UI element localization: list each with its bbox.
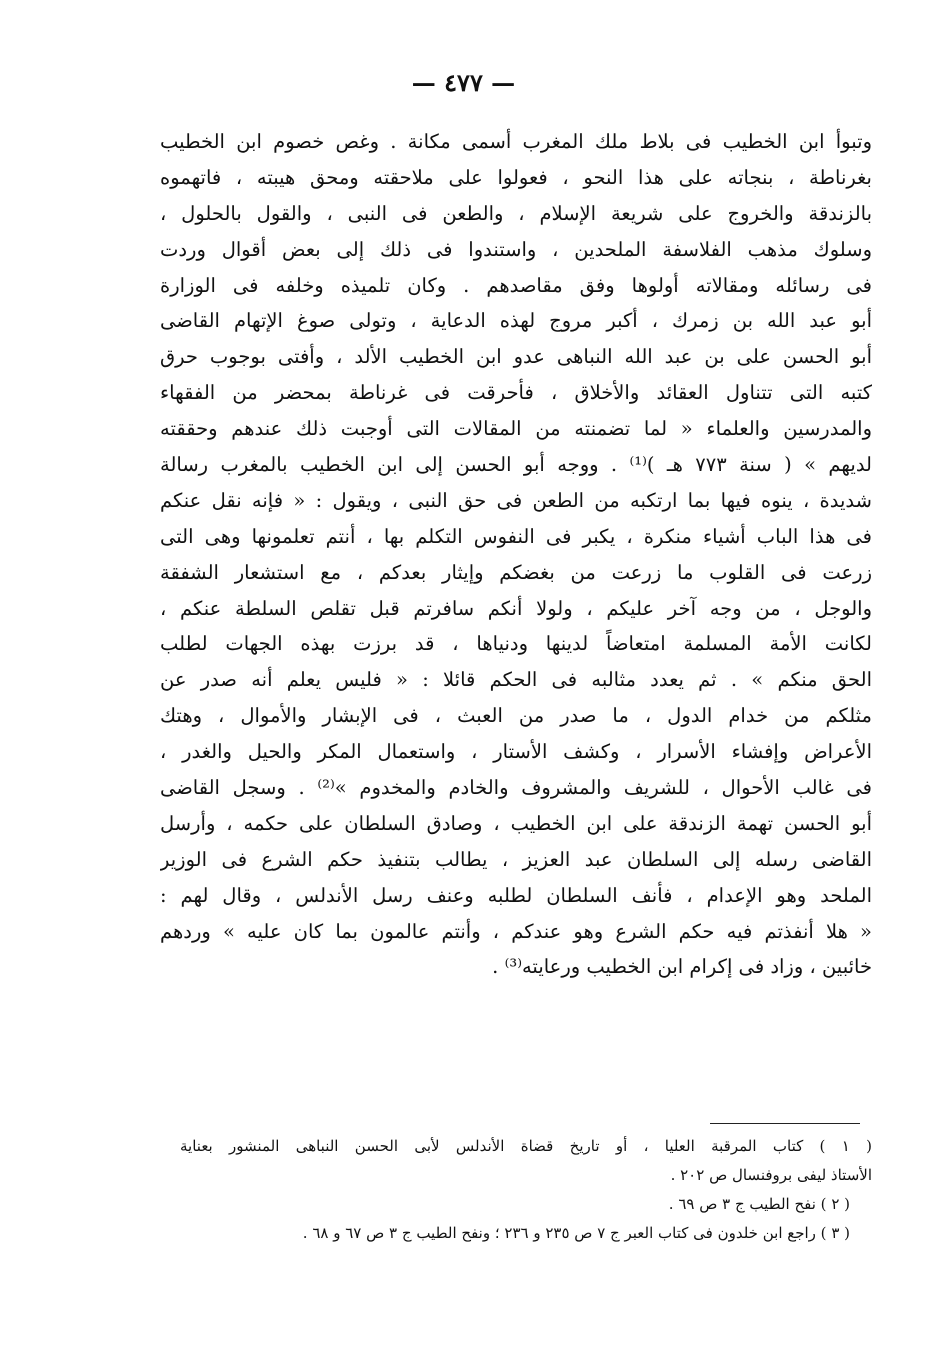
text-line: فى هذا الباب أشياء منكرة ، يكبر فى النفوس التكلم بها ، أنتم تعلمونها وهى التى — [160, 524, 872, 548]
text-line: لديهم » ( سنة ٧٧٣ هـ )⁽¹⁾ . ووجه أبو الحسن إلى ابن الخطيب بالمغرب رسالة — [160, 453, 872, 477]
text-line: الحق منكم » . ثم يعدد مثالبه فى الحكم قائلا : « فليس يعلم أنه صدر عن — [160, 668, 872, 692]
text-line: وسلوك مذهب الفلاسفة الملحدين ، واستندوا فى ذلك إلى بعض أقوال وردت — [160, 237, 872, 261]
footnote-line: ( ٢ ) نفح الطيب ج ٣ ص ٦٩ . — [668, 1195, 850, 1213]
text-line: أبو الحسن على بن عبد الله النباهى عدو ابن الخطيب الألد ، وأفتى بوجوب حرق — [160, 345, 872, 369]
footnotes — [180, 1132, 872, 1248]
footnote-divider — [710, 1123, 860, 1124]
text-line: فى رسائله ومقالاته أولوها وفق مقاصدهم . وكان تلميذه وخلفه فى الوزارة — [160, 273, 872, 297]
text-line: شديدة ، ينوه فيها بما ارتكبه من الطعن فى حق النبى ، ويقول : « فإنه نقل عنكم — [160, 488, 872, 512]
text-line: كتبه التى تتناول العقائد والأخلاق ، فأحرقت فى غرناطة بمحضر من الفقهاء — [160, 381, 872, 405]
text-line: خائبين ، وزاد فى إكرام ابن الخطيب ورعايته⁽³⁾ . — [492, 955, 872, 979]
text-line: والوجل ، من وجه آخر عليكم ، ولولا أنكم سافرتم قبل تقلص السلطة عنكم ، — [160, 596, 872, 620]
text-line: فى غالب الأحوال ، للشريف والمشروف والخادم والمخدوم »⁽²⁾ . وسجل القاضى — [160, 776, 872, 800]
text-line: والمدرسين والعلماء « لما تضمنته من المقالات التى أوجبت ذلك عندهم وحققته — [160, 417, 872, 441]
page-number: — ٤٧٧ — — [411, 68, 516, 97]
text-line: « هلا أنفذتم فيه حكم الشرع وهو عندكم ، وأنتم عالمون بما كان عليه » وردهم — [160, 919, 872, 943]
text-line: الأعراض وإفشاء الأسرار ، وكشف الأستار ، واستعمال المكر والحيل والغدر ، — [160, 740, 872, 764]
footnote-line: ( ١ ) كتاب المرقبة العليا ، أو تاريخ قضاة الأندلس لأبى الحسن النباهى المنشور بعناية — [180, 1137, 872, 1155]
main-text — [160, 124, 872, 985]
text-line: القاضى رسله إلى السلطان عبد العزيز ، يطالب بتنفيذ حكم الشرع فى الوزير — [160, 847, 872, 871]
footnote-line: ( ٣ ) راجع ابن خلدون فى كتاب العبر ج ٧ ص ٢٣٥ و ٢٣٦ ؛ ونفح الطيب ج ٣ ص ٦٧ و ٦٨ . — [302, 1224, 850, 1242]
text-line: الملحد وهو الإعدام ، فأنف السلطان لطلبه وعنف رسل الأندلس ، وقال لهم : — [160, 883, 872, 907]
text-line: زرعت فى القلوب ما زرعت من بغضكم وإيثار بعدكم ، مع استشعار الشفقة — [160, 560, 872, 584]
footnote-line: الأستاذ ليفى بروفنسال ص ٢٠٢ . — [670, 1166, 872, 1184]
text-line: بالزندقة والخروج على شريعة الإسلام ، والطعن فى النبى ، والقول بالحلول ، — [160, 201, 872, 225]
text-line: أبو الحسن تهمة الزندقة على ابن الخطيب ، وصادق السلطان على حكمه ، وأرسل — [160, 811, 872, 835]
text-line: بغرناطة ، بنجاته على هذا النحو ، فعولوا على ملاحقته ومحق هيبته ، فاتهموه — [160, 165, 872, 189]
text-line: مثلكم من خدام الدول ، ما صدر من العبث ، فى الإبشار والأموال ، وهتك — [160, 704, 872, 728]
text-line: أبو عبد الله بن زمرك ، أكبر مروج لهذه الدعاية ، وتولى صوغ الإتهام القاضى — [160, 309, 872, 333]
text-line: وتبوأ ابن الخطيب فى بلاط ملك المغرب أسمى مكانة . وغص خصوم ابن الخطيب — [160, 130, 872, 153]
text-line: لكانت الأمة المسلمة امتعاضاً لدينها ودنياها ، قد برزت بهذه الجهات لطلب — [160, 632, 872, 656]
